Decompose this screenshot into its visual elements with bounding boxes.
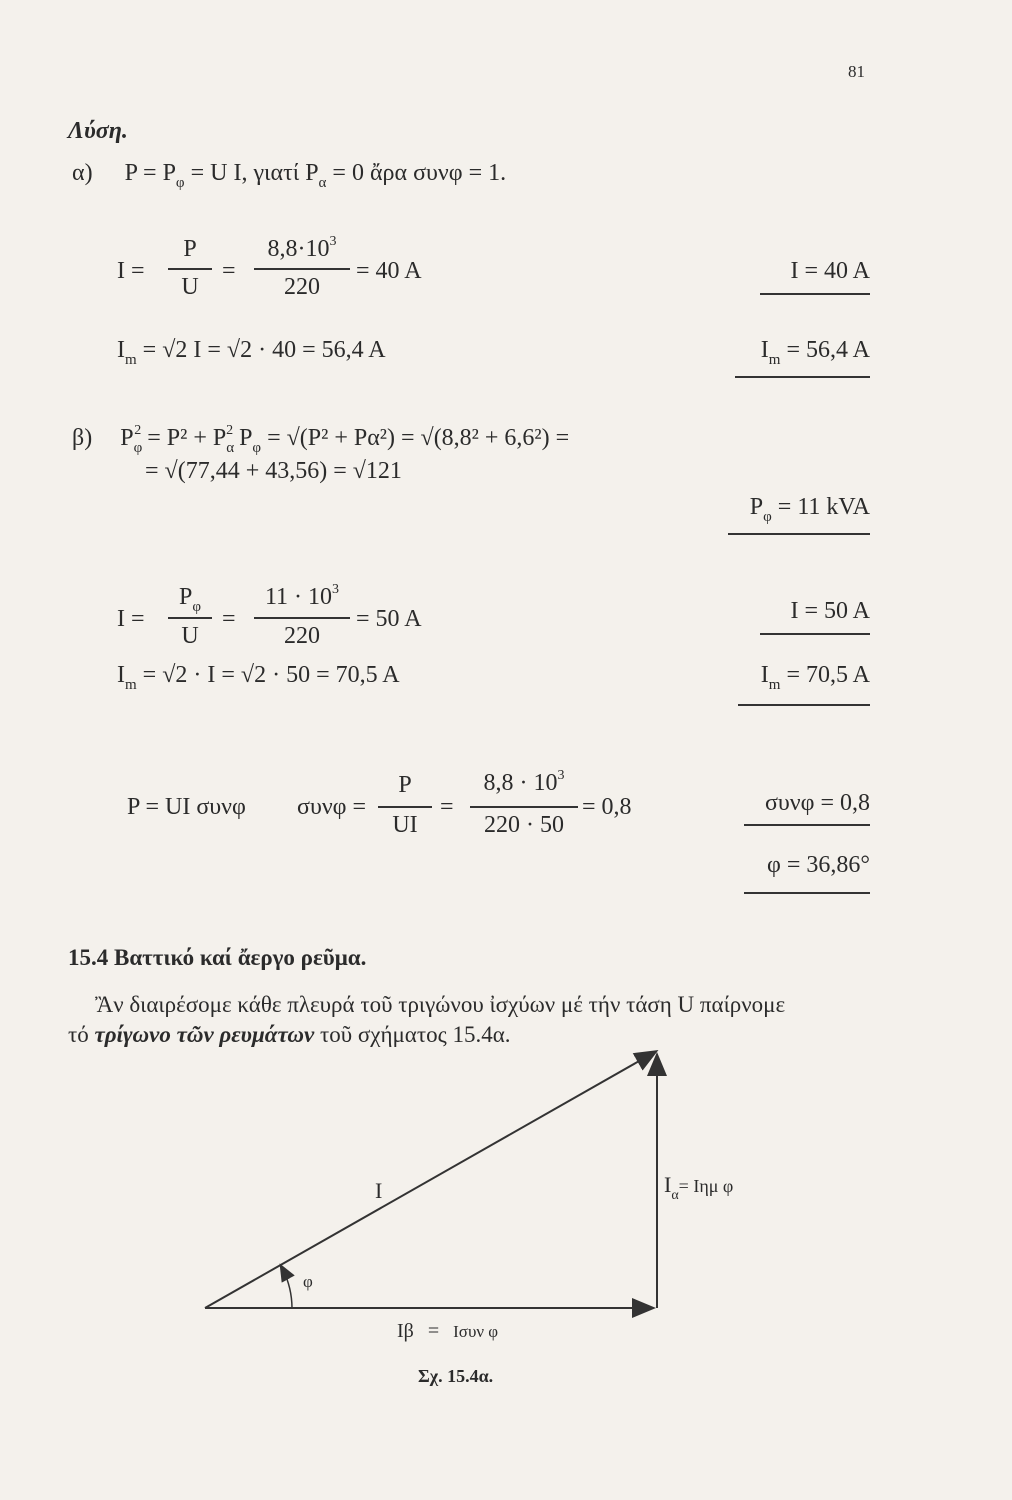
emphasis-current-triangle: τρίγωνο τῶν ρευμάτων [94, 1022, 315, 1047]
phi-answer: φ = 36,86° [767, 852, 870, 878]
part-a-eq1: = [222, 258, 236, 284]
part-a-line1-rest: = U I, γιατί P [184, 160, 319, 186]
cos-eq1: = [440, 794, 454, 820]
section-heading: 15.4 Βαττικό καί ἄεργο ρεῦμα. [68, 945, 367, 970]
part-b-I-lhs: I = [117, 606, 145, 632]
part-b-frac2-den: 220 [284, 623, 320, 649]
part-b-line2: = √(77,44 + 43,56) = √121 [145, 458, 402, 484]
part-a-I-lhs: I = [117, 258, 145, 284]
cos-frac2-num: $8,8 \cdot 10^3$ [483, 768, 565, 796]
cos-frac1-den: UI [392, 812, 418, 838]
part-a-frac1-num: P [183, 236, 197, 262]
cos-frac2-den: 220 · 50 [484, 812, 564, 838]
figure-label-Ia: $I_\alpha= I\eta\mu$ φ [664, 1172, 734, 1203]
part-a-label: α) [72, 160, 93, 186]
part-a-frac2-den: 220 [284, 274, 320, 300]
part-b-I-answer: I = 50 A [760, 598, 870, 635]
part-a-line1-end: = 0 ἄρα συνφ = 1. [326, 160, 507, 186]
part-a-line1-text: P = P [124, 160, 176, 186]
angle-arc [281, 1266, 292, 1308]
section-paragraph-line2: τό τρίγωνο τῶν ρευμάτων τοῦ σχήματος 15.4α. [68, 1022, 511, 1047]
figure-label-Ib: Iβ = Iσυν φ [397, 1320, 499, 1342]
cos-result: = 0,8 [582, 794, 632, 820]
part-a-frac1-den: U [181, 274, 199, 300]
cos-frac1-num: P [398, 772, 412, 798]
part-a-Im-line: $I_m = √2$ I = √2 · 40 = 56,4 A [117, 337, 386, 368]
power-equation: P = UI συνφ [127, 794, 246, 820]
part-b-frac2-num: $11 \cdot 10^3$ [264, 582, 340, 610]
part-b-P-answer: $P_\varphi = 11$ kVA [749, 494, 870, 525]
part-b-line1: β) $P_\varphi^2 = P^2 + P_\alpha^2$ $P_\varphi = √(P^2 + P\alpha^2) = √(8,8^2 + 6,6^2)$ = [72, 423, 570, 456]
vector-I [205, 1052, 655, 1308]
part-b-frac1-den: U [181, 623, 199, 649]
part-b-I-result: = 50 A [356, 606, 422, 632]
figure-caption: Σχ. 15.4α. [418, 1366, 494, 1386]
part-a-I-result: = 40 A [356, 258, 422, 284]
page-number: 81 [848, 62, 865, 81]
part-a-line1-sub2: α [318, 175, 327, 191]
part-b-frac1-num: $P_\varphi$ [178, 584, 202, 615]
part-a-frac2-num: $8,8\cdot 10^3$ [267, 234, 337, 262]
cos-lhs: συνφ = [297, 794, 367, 820]
figure-label-I: I [375, 1178, 383, 1203]
solution-heading: Λύση. [68, 118, 128, 144]
part-a-Im-answer: $I_m = 56,4$ A [760, 337, 870, 368]
part-a-line1-sub: φ [175, 175, 185, 191]
part-a-I-answer: I = 40 A [760, 258, 870, 295]
part-b-label: β) [72, 425, 93, 451]
cos-answer: συνφ = 0,8 [764, 790, 870, 816]
section-paragraph-line1: Ἂν διαιρέσομε κάθε πλευρά τοῦ τριγώνου ἰσχύων μέ τήν τάση U παίρνομε [95, 992, 786, 1017]
part-b-Im-line: $I_m = √2 \cdot I = √2 \cdot 50 = 70,5$ A [117, 662, 400, 693]
figure-label-phi: φ [303, 1272, 313, 1291]
part-b-eq1: = [222, 606, 236, 632]
part-b-Im-answer: $I_m = 70,5$ A [760, 662, 870, 693]
